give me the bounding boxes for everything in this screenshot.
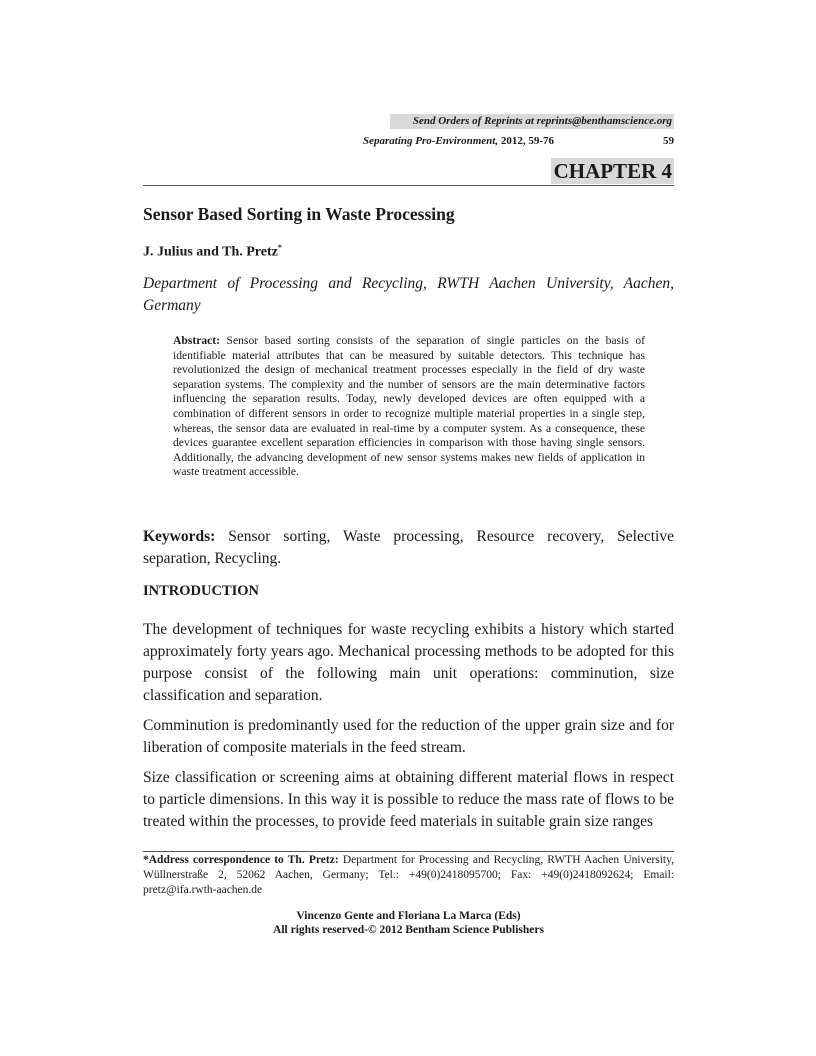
publisher-info: [143, 909, 674, 937]
footnote-text: Department for Processing and Recycling, RWTH Aachen University, Wüllnerstraße 2, 52062 Aachen, Germany; Tel.: +49(0)2418095700; Fax: +49(0)2418092624; Email: pretz@ifa.rwth-aachen.de: [143, 854, 674, 897]
copyright: All rights reserved-© 2012 Bentham Science Publishers: [273, 924, 544, 936]
chapter-label: CHAPTER 4: [551, 158, 674, 184]
journal-details: 2012, 59-76: [498, 135, 554, 147]
keywords: [143, 526, 674, 570]
page-number: 59: [663, 135, 674, 147]
article-title: Sensor Based Sorting in Waste Processing: [143, 204, 455, 224]
keywords-text: Sensor sorting, Waste processing, Resource recovery, Selective separation, Recycling.: [143, 528, 674, 567]
abstract: [173, 334, 645, 480]
keywords-label: Keywords:: [143, 528, 216, 545]
affiliation: Department of Processing and Recycling, RWTH Aachen University, Aachen, Germany: [143, 275, 674, 314]
footnote-label: *Address correspondence to Th. Pretz:: [143, 854, 339, 866]
editors: Vincenzo Gente and Floriana La Marca (Eds): [296, 910, 521, 922]
chapter-divider: [143, 185, 674, 186]
correspondence-footnote: [143, 853, 674, 899]
author-names: J. Julius and Th. Pretz: [143, 244, 278, 260]
abstract-label: Abstract:: [173, 334, 221, 347]
section-heading-introduction: INTRODUCTION: [143, 583, 260, 599]
intro-paragraph: The development of techniques for waste recycling exhibits a history which started approximately forty years ago. Mechanical processing methods to be adopted for this purpose consist of the following main unit operations: comminution, size classification and separation.: [143, 621, 674, 704]
journal-name: Separating Pro-Environment,: [363, 135, 499, 147]
footnote-divider: [143, 851, 674, 852]
journal-header: [143, 135, 674, 147]
abstract-text: Sensor based sorting consists of the separation of single particles on the basis of identifiable material attributes that can be measured by suitable detectors. This technique has revolutionized the design of mechanical treatment processes especially in the field of dry waste separation systems. The complexity and the number of sensors are the main determinative factors influencing the separation results. Today, newly developed devices are often equipped with a combination of different sensors in order to recognize multiple material properties in a single step, whereas, the sensor data are evaluated in real-time by a computer system. As a consequence, these devices guarantee excellent separation efficiencies in comparison with those having single sensors. Additionally, the advancing development of new sensor systems makes new fields of application in waste treatment accessible.: [173, 334, 645, 479]
intro-paragraph: Size classification or screening aims at obtaining different material flows in respect to particle dimensions. In this way it is possible to reduce the mass rate of flows to be treated within the processes, to provide feed materials in suitable grain size ranges: [143, 769, 674, 830]
intro-paragraph: Comminution is predominantly used for the reduction of the upper grain size and for liberation of composite materials in the feed stream.: [143, 717, 674, 756]
author-footnote-mark: *: [277, 243, 282, 252]
reprints-notice: Send Orders of Reprints at reprints@benthamscience.org: [390, 114, 674, 129]
authors: [143, 243, 282, 261]
